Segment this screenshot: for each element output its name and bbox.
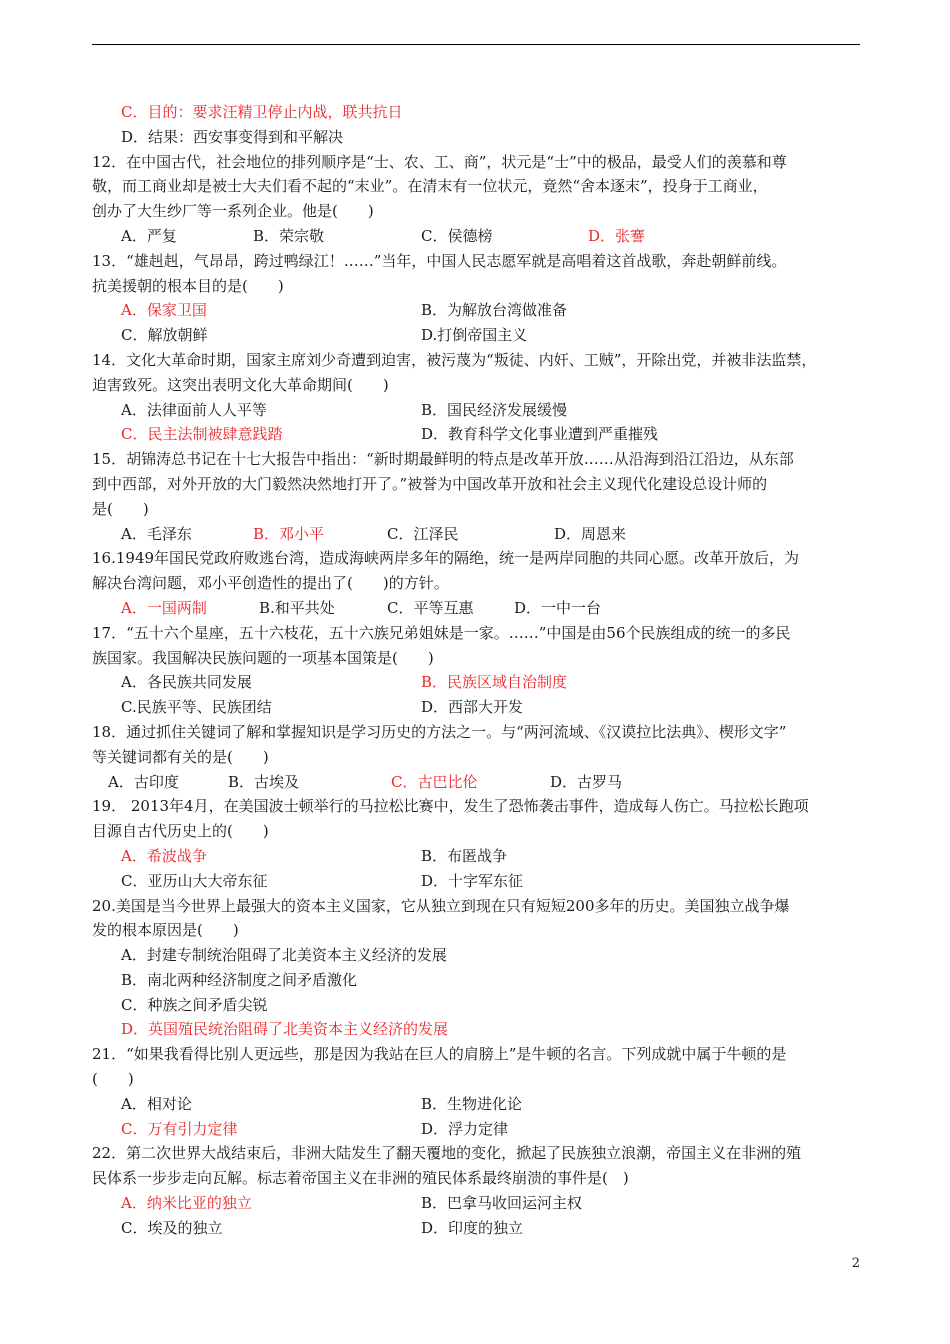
option-c: C．民主法制被肆意践踏	[121, 425, 283, 444]
question-stem-line: 20.美国是当今世界上最强大的资本主义国家，它从独立到现在只有短短200多年的历史。美国独立战争爆	[92, 896, 790, 915]
option-c: C．亚历山大大帝东征	[121, 871, 268, 890]
question-stem-line: 创办了大生纱厂等一系列企业。他是( )	[92, 202, 374, 221]
option-b: B．民族区域自治制度	[421, 673, 568, 692]
option-b: B．邓小平	[253, 524, 325, 543]
question-14	[92, 348, 862, 447]
option-a: A．保家卫国	[121, 301, 207, 320]
question-21	[92, 1042, 862, 1141]
option-a: A．各民族共同发展	[121, 673, 252, 692]
prev-option-d: D．结果：西安事变得到和平解决	[121, 127, 344, 146]
option-c: C．古巴比伦	[391, 772, 478, 791]
question-stem-line: 发的根本原因是( )	[92, 921, 239, 940]
options-row	[92, 1117, 862, 1142]
option-a: A．严复	[121, 226, 177, 245]
question-12	[92, 150, 862, 249]
question-stem-line: 14．文化大革命时期，国家主席刘少奇遭到迫害，被污蔑为“叛徒、内奸、工贼”，开除出党，并被非法监禁，	[92, 350, 817, 369]
options-row	[92, 596, 862, 621]
option-d: D．印度的独立	[421, 1218, 524, 1237]
question-stem-line: 解决台湾问题，邓小平创造性的提出了( )的方针。	[92, 574, 449, 593]
question-stem-line: 12．在中国古代，社会地位的排列顺序是“士、农、工、商”，状元是“士”中的极品，最受人们的羡慕和尊	[92, 152, 787, 171]
options-row	[92, 968, 862, 993]
option-a: A．古印度	[108, 772, 179, 791]
options-row	[92, 844, 862, 869]
options-row	[92, 1092, 862, 1117]
question-15	[92, 447, 862, 546]
option-b: B．南北两种经济制度之间矛盾激化	[121, 970, 358, 989]
option-d: D．一中一台	[514, 598, 602, 617]
option-c: C．万有引力定律	[121, 1119, 238, 1138]
option-b: B．古埃及	[228, 772, 300, 791]
options-row	[92, 770, 862, 795]
option-d: D．十字军东征	[421, 871, 524, 890]
options-row	[92, 323, 862, 348]
option-c: C．侯德榜	[421, 226, 493, 245]
option-c: C．江泽民	[387, 524, 459, 543]
option-c: C．埃及的独立	[121, 1218, 223, 1237]
option-b: B．国民经济发展缓慢	[421, 400, 568, 419]
options-row	[92, 670, 862, 695]
option-a: A．纳米比亚的独立	[121, 1194, 252, 1213]
option-b: B．布匿战争	[421, 846, 508, 865]
options-row	[92, 1017, 862, 1042]
option-c: C.民族平等、民族团结	[121, 698, 272, 717]
question-stem-line: 16.1949年国民党政府败逃台湾，造成海峡两岸多年的隔绝，统一是两岸同胞的共同心愿。改革开放后，为	[92, 549, 800, 568]
option-b: B．为解放台湾做准备	[421, 301, 568, 320]
options-row	[92, 943, 862, 968]
question-stem-line: ( )	[92, 1070, 134, 1089]
question-stem-line: 21．“如果我看得比别人更远些，那是因为我站在巨人的肩膀上”是牛顿的名言。下列成就中属于牛顿的是	[92, 1045, 787, 1064]
question-stem-line: 13．“雄赳赳，气昂昂，跨过鸭绿江！……”当年，中国人民志愿军就是高唱着这首战歌，奔赴朝鲜前线。	[92, 251, 787, 270]
option-b: B．生物进化论	[421, 1094, 523, 1113]
question-19	[92, 794, 862, 893]
options-row	[92, 695, 862, 720]
options-row	[92, 993, 862, 1018]
option-d: D．古罗马	[550, 772, 623, 791]
option-a: A．封建专制统治阻碍了北美资本主义经济的发展	[121, 946, 447, 965]
option-a: A．希波战争	[121, 846, 207, 865]
option-d: D.打倒帝国主义	[421, 326, 528, 345]
options-row	[92, 1191, 862, 1216]
options-row	[92, 398, 862, 423]
options-row	[92, 224, 862, 249]
option-a: A．毛泽东	[121, 524, 192, 543]
question-stem-line: 族国家。我国解决民族问题的一项基本国策是( )	[92, 648, 434, 667]
question-list	[92, 100, 862, 1241]
option-d: D．浮力定律	[421, 1119, 509, 1138]
option-c: C．种族之间矛盾尖锐	[121, 995, 268, 1014]
question-13	[92, 249, 862, 348]
page-number: 2	[851, 1256, 860, 1271]
question-22	[92, 1141, 862, 1240]
question-stem-line: 18．通过抓住关键词了解和掌握知识是学习历史的方法之一。与“两河流域、《汉谟拉比法典》、楔形文字”	[92, 722, 787, 741]
question-stem-line: 17．“五十六个星座，五十六枝花，五十六族兄弟姐妹是一家。……”中国是由56个民族组成的统一的多民	[92, 623, 791, 642]
option-b: B.和平共处	[259, 598, 335, 617]
option-a: A．法律面前人人平等	[121, 400, 267, 419]
options-row	[92, 869, 862, 894]
question-stem-line: 目源自古代历史上的( )	[92, 822, 269, 841]
option-a: A．相对论	[121, 1094, 192, 1113]
option-d: D．张謇	[588, 226, 646, 245]
question-stem-line: 15．胡锦涛总书记在十七大报告中指出：“新时期最鲜明的特点是改革开放……从沿海到沿江沿边，从东部	[92, 450, 794, 469]
question-stem-line: 22．第二次世界大战结束后，非洲大陆发生了翻天覆地的变化，掀起了民族独立浪潮，帝国主义在非洲的殖	[92, 1144, 802, 1163]
option-a: A．一国两制	[121, 598, 207, 617]
option-d: D．英国殖民统治阻碍了北美资本主义经济的发展	[121, 1020, 449, 1039]
options-row	[92, 298, 862, 323]
header-rule	[92, 44, 860, 45]
option-d: D．西部大开发	[421, 698, 524, 717]
prev-option-c: C．目的：要求汪精卫停止内战，联共抗日	[121, 103, 403, 121]
option-b: B．荣宗敬	[253, 226, 325, 245]
question-stem-line: 敬，而工商业却是被士大夫们看不起的“末业”。在清末有一位状元，竟然“舍本逐末”，投身于工商业，	[92, 177, 768, 196]
options-row	[92, 522, 862, 547]
question-stem-line: 等关键词都有关的是( )	[92, 747, 269, 766]
question-stem-line: 民体系一步步走向瓦解。标志着帝国主义在非洲的殖民体系最终崩溃的事件是( )	[92, 1169, 629, 1188]
options-row	[92, 1216, 862, 1241]
question-16	[92, 546, 862, 620]
option-b: B．巴拿马收回运河主权	[421, 1194, 583, 1213]
option-d: D．教育科学文化事业遭到严重摧残	[421, 425, 659, 444]
question-stem-line: 到中西部，对外开放的大门毅然决然地打开了。”被誉为中国改革开放和社会主义现代化建设总设计师的	[92, 474, 768, 493]
question-stem-line: 迫害致死。这突出表明文化大革命期间( )	[92, 375, 389, 394]
questions	[92, 150, 862, 1241]
question-17	[92, 621, 862, 720]
option-d: D．周恩来	[554, 524, 627, 543]
question-18	[92, 720, 862, 794]
question-20	[92, 894, 862, 1043]
question-stem-line: 19． 2013年4月，在美国波士顿举行的马拉松比赛中，发生了恐怖袭击事件，造成每人伤亡。马拉松长跑项	[92, 797, 809, 816]
question-stem-line: 是( )	[92, 499, 149, 518]
option-c: C．平等互惠	[387, 598, 474, 617]
options-row	[92, 422, 862, 447]
option-c: C．解放朝鲜	[121, 326, 208, 345]
question-stem-line: 抗美援朝的根本目的是( )	[92, 276, 284, 295]
